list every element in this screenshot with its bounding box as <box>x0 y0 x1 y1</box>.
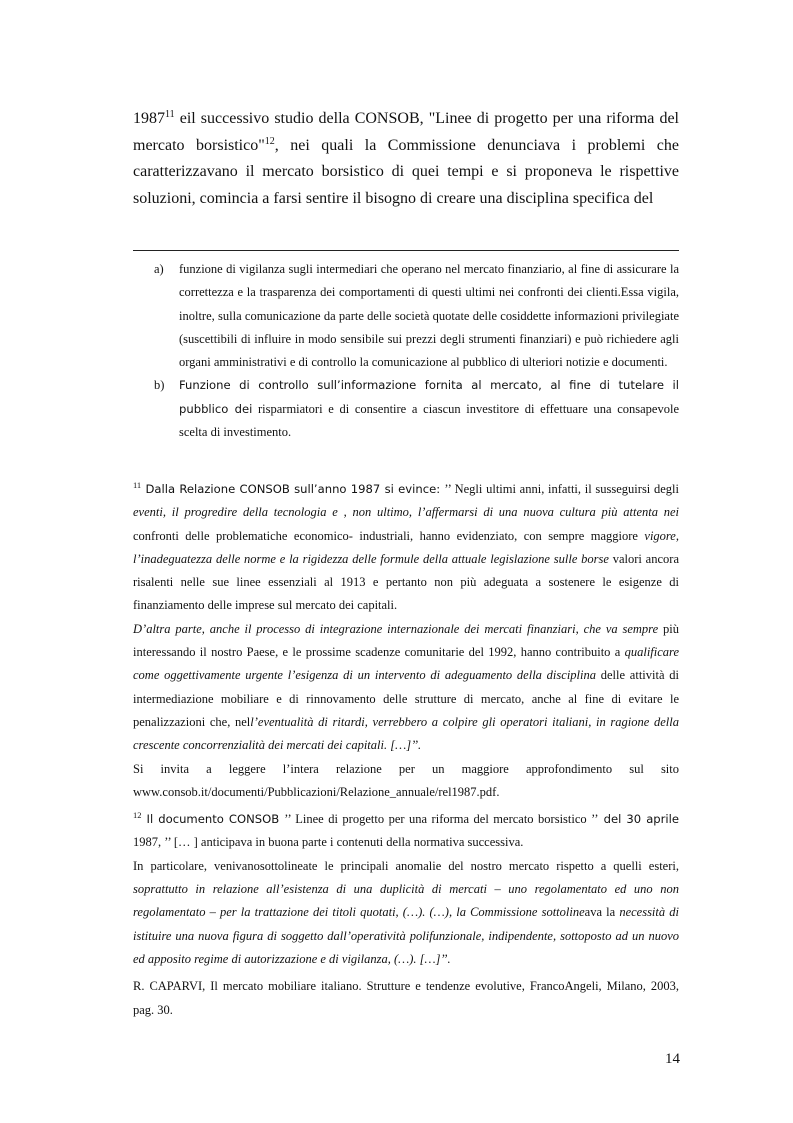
footnote-11: $^{11}$ Dalla Relazione CONSOB sull’anno 1987 si evince: ’’ Negli ultimi anni, infatti, il susseguirsi degli eventi, il progredire della tecnologia e , non ultimo, l’affermarsi di una nuova cultura più attenta nei confronti delle problematiche economico- industriali, hanno evidenziato, con sempre maggiore vigore, l’inadeguatezza delle norme e la rigidezza delle formule della attuale legislazione sulle borse valori ancora risalenti nelle sue linee essenziali al 1913 e pertanto non più adeguata a sostenere le esigenze di finanziamento delle imprese sul mercato dei capitali. <box>133 480 679 613</box>
body-paragraph: 1987$^{11}$ eil successivo studio della CONSOB, "Linee di progetto per una riforma del mercato borsistico"$^{12}$, nei quali la Commissione denunciava i problemi che caratterizzavano il mercato borsistico di quei tempi e si proponeva le rispettive soluzioni, comincia a farsi sentire il bisogno di creare una disciplina specifica del <box>133 109 679 207</box>
footnote-number: 12 <box>133 810 142 821</box>
page-number: 14 <box>665 1051 680 1067</box>
footnote-separator <box>133 250 679 251</box>
footnote-ref-11[interactable]: 11 <box>165 109 175 120</box>
footnote-11-link[interactable]: Si invita a leggere l’intera relazione per un maggiore approfondimento sul sito www.consob.it/documenti/Pubblicazioni/Relazione_annuale/rel1987.pdf. <box>133 761 679 799</box>
footnote-continuation-list <box>133 258 679 444</box>
footnote-12: $^{12}$ Il documento CONSOB ’’ Linee di progetto per una riforma del mercato borsistico ’’ del 30 aprile 1987, ’’ [… ] anticipava in buona parte i contenuti della normativa successiva. <box>133 810 679 850</box>
list-item: b) Funzione di controllo sull’informazione fornita al mercato, al fine di tutelare il pubblico dei risparmiatori e di consentire a ciascun investitore di effettuare una consapevole scelta di investimento. <box>133 374 679 444</box>
footnotes <box>133 478 679 1022</box>
list-marker: a) <box>154 262 164 276</box>
list-marker: b) <box>154 378 165 393</box>
footnote-12-paragraph-2: In particolare, venivanosottolineate le principali anomalie del nostro mercato rispetto a quelli esteri, soprattutto in relazione all’esistenza di una duplicità di mercati – uno regolamentato ed uno non regolamentato – per la trattazione dei titoli quotati, (…). (…), la Commissione sottolineava la necessità di istituire una nuova figura di soggetto dall’operatività polifunzionale, indipendente, sottoposto ad un nuovo ed apposito regime di autorizzazione e di vigilanza, (…). […]’’. <box>133 858 679 966</box>
list-item: a) funzione di vigilanza sugli intermediari che operano nel mercato finanziario, al fine di assicurare la correttezza e la trasparenza dei comportamenti di questi ultimi nei confronti dei clienti.Essa vigila, inoltre, sulla comunicazione da parte delle società quotate delle cosiddette informazioni privilegiate (suscettibili di influire in modo sensibile sui prezzi degli strumenti finanziari) e può richiedere agli organi amministrativi e di controllo la comunicazione al pubblico di ulteriori notizie e documenti. <box>133 258 679 374</box>
footnote-12-source: R. CAPARVI, Il mercato mobiliare italiano. Strutture e tendenze evolutive, FrancoAngeli, Milano, 2003, pag. 30. <box>133 979 679 1017</box>
footnote-ref-12[interactable]: 12 <box>264 135 275 147</box>
footnote-number: 11 <box>133 480 142 490</box>
footnote-11-paragraph-2: D’altra parte, anche il processo di integrazione internazionale dei mercati finanziari, che va sempre più interessando il nostro Paese, e le prossime scadenze comunitarie del 1992, hanno contribuito a qualificare come oggettivamente urgente l’esigenza di un intervento di adeguamento della disciplina delle attività di intermediazione mobiliare e di rinnovamento delle strutture di mercato, anche al fine di evitare le penalizzazioni che, nell’eventualità di ritardi, verrebbero a colpire gli operatori italiani, in ragione della crescente concorrenzialità dei mercati dei capitali. […]’’. <box>133 621 680 753</box>
